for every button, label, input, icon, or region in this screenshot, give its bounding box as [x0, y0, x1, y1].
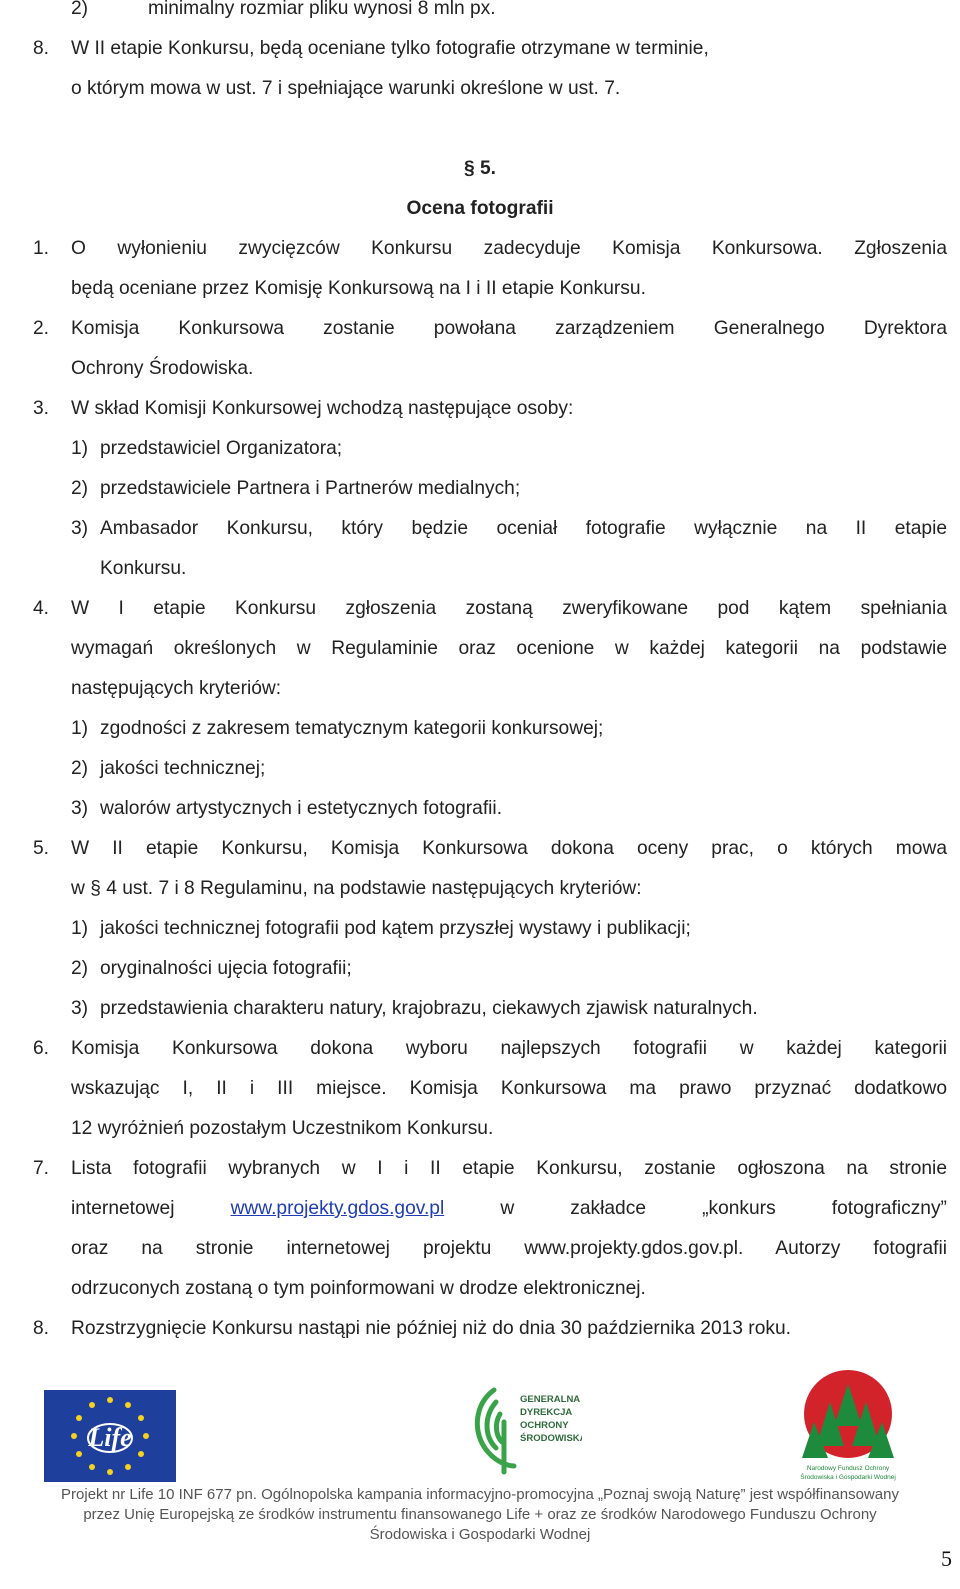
list-number: 3. [33, 398, 50, 419]
text-fragment: „konkurs [702, 1198, 776, 1219]
life-logo [44, 1390, 176, 1482]
footer-line: Środowiska i Gospodarki Wodnej [369, 1526, 591, 1543]
list-number: 7. [33, 1158, 50, 1179]
text-fragment: fotograficzny” [831, 1198, 947, 1219]
sublist-item: jakości technicznej; [100, 758, 266, 779]
paragraph-line [71, 1197, 947, 1221]
gdos-name-line: OCHRONY [520, 1420, 569, 1431]
paragraph-line: następujących kryteriów: [71, 678, 282, 699]
paragraph-line: 12 wyróżnień pozostałym Uczestnikom Konkursu. [71, 1118, 494, 1139]
paragraph-line: W II etapie Konkursu, Komisja Konkursowa dokona oceny prac, o których mowa [71, 838, 947, 859]
sublist-number: 1) [71, 718, 89, 739]
gdos-logo [470, 1382, 582, 1484]
list-number: 4. [33, 598, 50, 619]
sublist-number: 1) [71, 918, 89, 939]
list-number: 2) [71, 0, 89, 19]
sublist-number: 3) [71, 518, 89, 539]
list-item-text: minimalny rozmiar pliku wynosi 8 mln px. [148, 0, 496, 19]
sublist-number: 2) [71, 478, 89, 499]
sublist-item: walorów artystycznych i estetycznych fotografii. [100, 798, 503, 819]
sublist-item: Ambasador Konkursu, który będzie oceniał fotografie wyłącznie na II etapie [100, 518, 947, 539]
text-fragment: internetowej [71, 1198, 175, 1219]
paragraph-line: o którym mowa w ust. 7 i spełniające warunki określone w ust. 7. [71, 78, 621, 99]
gdos-name-line: GENERALNA [520, 1394, 581, 1405]
paragraph-line: będą oceniane przez Komisję Konkursową na I i II etapie Konkursu. [71, 278, 646, 299]
paragraph-line: Lista fotografii wybranych w I i II etapie Konkursu, zostanie ogłoszona na stronie [71, 1158, 947, 1179]
text-fragment: w [500, 1198, 515, 1219]
section-title: Ocena fotografii [406, 198, 554, 219]
list-number: 6. [33, 1038, 50, 1059]
paragraph-line: odrzuconych zostaną o tym poinformowani w drodze elektronicznej. [71, 1278, 646, 1299]
paragraph-line: W II etapie Konkursu, będą oceniane tylko fotografie otrzymane w terminie, [71, 38, 709, 59]
paragraph-line: Komisja Konkursowa dokona wyboru najlepszych fotografii w każdej kategorii [71, 1038, 947, 1059]
life-logo-text: Life [88, 1423, 132, 1452]
paragraph-line: oraz na stronie internetowej projektu www.projekty.gdos.gov.pl. Autorzy fotografii [71, 1238, 947, 1259]
nfosigw-logo-graphic [794, 1366, 902, 1484]
paragraph-line: Ochrony Środowiska. [71, 358, 254, 379]
nfosigw-logo [794, 1366, 902, 1484]
list-number: 2. [33, 318, 50, 339]
section-number: § 5. [463, 158, 496, 179]
nfosigw-name-line: Środowiska i Gospodarki Wodnej [800, 1474, 896, 1481]
sublist-item: przedstawiciele Partnera i Partnerów medialnych; [100, 478, 521, 499]
sublist-number: 2) [71, 758, 89, 779]
footer-line: Projekt nr Life 10 INF 677 pn. Ogólnopolska kampania informacyjno-promocyjna „Poznaj swoją Naturę” jest współfinansowany [61, 1486, 899, 1503]
sublist-number: 1) [71, 438, 89, 459]
paragraph-line: W skład Komisji Konkursowej wchodzą następujące osoby: [71, 398, 574, 419]
sublist-number: 3) [71, 798, 89, 819]
footer-line: przez Unię Europejską ze środków instrumentu finansowanego Life + oraz ze środków Narodowego Funduszu Ochrony [83, 1506, 877, 1523]
paragraph-line: Rozstrzygnięcie Konkursu nastąpi nie później niż do dnia 30 października 2013 roku. [71, 1318, 791, 1339]
list-number: 8. [33, 1318, 50, 1339]
gdos-name-line: DYREKCJA [520, 1407, 573, 1418]
list-number: 5. [33, 838, 50, 859]
sublist-item: zgodności z zakresem tematycznym kategorii konkursowej; [100, 718, 604, 739]
sublist-number: 2) [71, 958, 89, 979]
sublist-item: oryginalności ujęcia fotografii; [100, 958, 352, 979]
gdos-name-line: ŚRODOWISKA [520, 1433, 582, 1444]
paragraph-line: wskazując I, II i III miejsce. Komisja Konkursowa ma prawo przyznać dodatkowo [71, 1078, 947, 1099]
sublist-item: jakości technicznej fotografii pod kątem przyszłej wystawy i publikacji; [100, 918, 691, 939]
list-number: 8. [33, 38, 50, 59]
page-number: 5 [941, 1546, 952, 1571]
leaf-icon [477, 1390, 514, 1472]
gdos-logo-graphic [470, 1382, 582, 1484]
sublist-item: przedstawienia charakteru natury, krajobrazu, ciekawych zjawisk naturalnych. [100, 998, 758, 1019]
paragraph-line: W I etapie Konkursu zgłoszenia zostaną zweryfikowane pod kątem spełniania [71, 598, 947, 619]
sublist-item: przedstawiciel Organizatora; [100, 438, 343, 459]
life-logo-graphic [44, 1390, 176, 1482]
paragraph-line: O wyłonieniu zwycięzców Konkursu zadecyduje Komisja Konkursowa. Zgłoszenia [71, 238, 947, 259]
sublist-number: 3) [71, 998, 89, 1019]
sublist-item: Konkursu. [100, 558, 187, 579]
list-number: 1. [33, 238, 50, 259]
gdos-website-link[interactable]: www.projekty.gdos.gov.pl [230, 1198, 445, 1219]
paragraph-line: w § 4 ust. 7 i 8 Regulaminu, na podstawie następujących kryteriów: [71, 878, 642, 899]
text-fragment: zakładce [570, 1198, 646, 1219]
paragraph-line: Komisja Konkursowa zostanie powołana zarządzeniem Generalnego Dyrektora [71, 318, 947, 339]
paragraph-line: wymagań określonych w Regulaminie oraz ocenione w każdej kategorii na podstawie [71, 638, 947, 659]
nfosigw-name-line: Narodowy Fundusz Ochrony [806, 1465, 890, 1472]
